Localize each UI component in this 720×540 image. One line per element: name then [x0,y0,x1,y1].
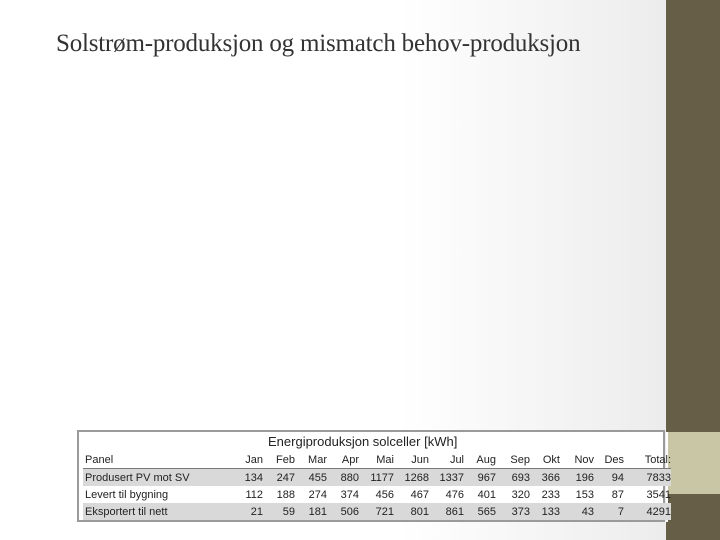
table-cell: 21 [231,503,263,520]
column-header: Okt [542,453,560,466]
table-row [83,503,671,520]
table-cell: 401 [477,488,496,501]
table-cell: 467 [410,488,429,501]
energy-table-image [77,430,671,522]
column-header: Total: [644,453,671,466]
table-cell: 247 [263,469,295,487]
table-cell: 506 [327,503,359,520]
table-cell: 476 [445,488,464,501]
table-cell: 43 [560,503,594,520]
table-cell: 134 [231,469,263,487]
column-header: Mai [376,453,394,466]
energy-production-table [83,451,671,520]
column-header: Des [604,453,624,466]
column-header: Jul [449,453,464,466]
table-cell: 274 [308,488,327,501]
table-cell: 861 [429,503,464,520]
table-cell: 374 [340,488,359,501]
column-header: Feb [276,453,295,466]
column-header: Aug [476,453,496,466]
table-cell: 4291 [624,503,671,520]
row-label: Eksportert til nett [83,503,231,520]
row-label: Levert til bygning [85,488,169,501]
column-header: Nov [574,453,594,466]
table-cell: 233 [541,488,560,501]
table-cell: 721 [359,503,394,520]
table-cell: 196 [560,469,594,487]
table-cell: 59 [263,503,295,520]
table-cell: 133 [530,503,560,520]
table-row [83,469,671,487]
table-cell: 7833 [624,469,671,487]
table-cell: 94 [594,469,624,487]
table-header-row [83,451,671,469]
table-cell: 320 [511,488,530,501]
table-cell: 153 [575,488,594,501]
column-header: Sep [510,453,530,466]
table-cell: 455 [295,469,327,487]
table-cell: 1177 [359,469,394,487]
column-header: Panel [85,453,114,466]
table-cell: 87 [611,488,624,501]
table-cell: 373 [496,503,530,520]
table-cell: 880 [327,469,359,487]
table-cell: 801 [394,503,429,520]
column-header: Apr [341,453,359,466]
table-cell: 112 [245,488,263,501]
column-header: Jan [245,453,263,466]
table-cell: 366 [530,469,560,487]
table-caption: Energiproduksjon solceller [kWh] [268,434,458,449]
table-cell: 967 [464,469,496,487]
slide-title: Solstrøm-produksjon og mismatch behov-produksjon [56,30,581,57]
table-cell: 181 [295,503,327,520]
sidebar-accent-block [668,432,720,494]
table-cell: 456 [375,488,394,501]
table-cell: 3541 [646,488,671,501]
column-header: Mar [308,453,327,466]
table-cell: 565 [464,503,496,520]
table-row [83,486,671,503]
table-cell: 1337 [429,469,464,487]
table-cell: 693 [496,469,530,487]
table-cell: 7 [594,503,624,520]
column-header: Jun [411,453,429,466]
table-cell: 1268 [394,469,429,487]
row-label: Produsert PV mot SV [83,469,231,487]
table-cell: 188 [276,488,295,501]
